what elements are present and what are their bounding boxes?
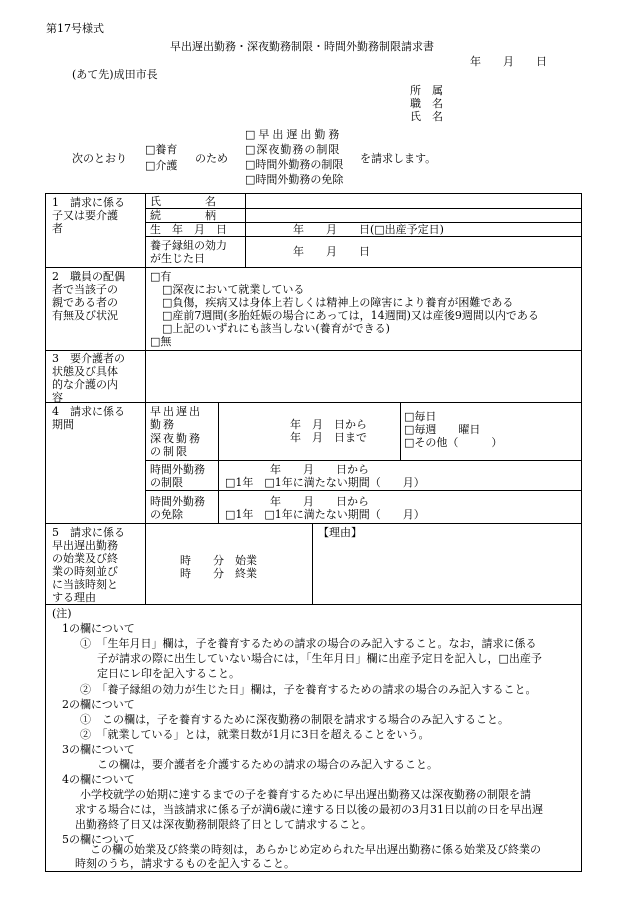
period-row2-label-2: の制限 (150, 476, 183, 489)
child-birth-value[interactable]: 年 月 日(□出産予定日) (293, 223, 444, 236)
type-checkbox-early-late[interactable]: □早出遅出勤務 (245, 128, 343, 141)
period-row1-label-3: 深夜勤務 (150, 432, 202, 445)
end-time[interactable]: 時 分 終業 (180, 567, 257, 580)
note-line: 子が請求の際に出生していない場合には，「生年月日」欄に出産予定日を記入し，□出産予 (97, 652, 542, 665)
reason-checkbox-childcare[interactable]: □養育 (145, 143, 178, 156)
section5-label-3: の始業及び終 (52, 552, 118, 565)
section3-label-1: 3 要介護者の (52, 352, 125, 365)
section5-label-6: する理由 (52, 591, 96, 604)
notes-heading: (注) (52, 607, 72, 620)
period-row1-label-4: の制限 (150, 445, 189, 458)
form-number: 第17号様式 (46, 22, 104, 35)
section5-label-2: 早出遅出勤務 (52, 539, 118, 552)
section2-label-1: 2 職員の配偶 (52, 270, 125, 283)
type-checkbox-night-limit[interactable]: □深夜勤務の制限 (245, 143, 341, 156)
position-label: 職 名 (410, 97, 443, 110)
period-row1-label-2: 勤務 (150, 418, 176, 431)
period-row2-label-1: 時間外勤務 (150, 463, 205, 476)
note-line: 2の欄について (62, 698, 135, 711)
request-prefix: 次のとおり (72, 152, 127, 165)
section5-label-5: に当該時刻と (52, 578, 118, 591)
spouse-opt-none[interactable]: □上記のいずれにも該当しない(養育ができる) (162, 322, 390, 335)
note-line: 1の欄について (62, 622, 135, 635)
period-row2-from[interactable]: 年 月 日から (270, 463, 369, 476)
section3-label-4: 容 (52, 391, 63, 404)
adoption-label-1: 養子縁組の効力 (150, 239, 227, 252)
child-birth-label: 生 年 月 日 (150, 223, 227, 236)
form-title: 早出遅出勤務・深夜勤務制限・時間外勤務制限請求書 (170, 40, 434, 53)
note-line: 5の欄について (62, 833, 135, 846)
request-for: のため (195, 152, 228, 165)
note-line: ② 「養子縁組の効力が生じた日」欄は，子を養育するための請求の場合のみ記入すること。 (80, 683, 537, 696)
section4-label-1: 4 請求に係る (52, 405, 125, 418)
request-date[interactable]: 年 月 日 (470, 55, 547, 68)
type-checkbox-overtime-exempt[interactable]: □時間外勤務の免除 (245, 173, 344, 186)
note-line: 出勤務終了日又は深夜勤務制限終了日として請求すること。 (75, 818, 372, 831)
child-relation-label: 続 柄 (150, 209, 216, 222)
period-row1-to[interactable]: 年 月 日まで (290, 431, 367, 444)
section1-label-2: 子又は要介護 (52, 209, 118, 222)
section2-label-3: 親である者の (52, 296, 118, 309)
spouse-opt-disability[interactable]: □負傷，疾病又は身体上若しくは精神上の障害により養育が困難である (162, 296, 514, 309)
section5-label-1: 5 請求に係る (52, 526, 125, 539)
note-line: この欄は，要介護者を介護するための請求の場合のみ記入すること。 (97, 758, 438, 771)
spouse-no-checkbox[interactable]: □無 (150, 335, 172, 348)
freq-other-checkbox[interactable]: □その他（ ） (404, 436, 503, 449)
adoption-value[interactable]: 年 月 日 (293, 245, 370, 258)
section2-label-4: 有無及び状況 (52, 309, 118, 322)
section1-label-3: 者 (52, 222, 63, 235)
section3-label-3: 的な介護の内 (52, 378, 118, 391)
section5-label-4: 業の時刻並び (52, 565, 118, 578)
freq-weekly-checkbox[interactable]: □毎週 曜日 (404, 423, 481, 436)
addressee: (あて先)成田市長 (72, 68, 158, 81)
period-row3-options[interactable]: □1年 □1年に満たない期間（ 月） (225, 508, 425, 521)
period-row1-label-1: 早出遅出 (150, 405, 202, 418)
note-line: この欄の始業及び終業の時刻は，あらかじめ定められた早出遅出勤務に係る始業及び終業の (90, 843, 541, 856)
request-suffix: を請求します。 (360, 152, 437, 165)
reason-checkbox-nursing[interactable]: □介護 (145, 159, 178, 172)
freq-daily-checkbox[interactable]: □毎日 (404, 410, 437, 423)
spouse-yes-checkbox[interactable]: □有 (150, 270, 172, 283)
spouse-opt-night-work[interactable]: □深夜において就業している (162, 283, 305, 296)
adoption-label-2: が生じた日 (150, 252, 205, 265)
section1-label-1: 1 請求に係る (52, 196, 125, 209)
note-line: 時刻のうち，請求するものを記入すること。 (75, 857, 295, 870)
name-label: 氏 名 (410, 110, 443, 123)
start-time[interactable]: 時 分 始業 (180, 554, 257, 567)
reason-label: 【理由】 (318, 526, 362, 539)
period-row1-from[interactable]: 年 月 日から (290, 418, 367, 431)
section2-label-2: 者で当該子の (52, 283, 118, 296)
note-line: ① 「生年月日」欄は，子を養育するための請求の場合のみ記入すること。なお，請求に係る (80, 637, 537, 650)
spouse-opt-pregnancy[interactable]: □産前7週間(多胎妊娠の場合にあっては，14週間)又は産後9週間以内である (162, 309, 539, 322)
note-line: 4の欄について (62, 773, 135, 786)
period-row2-options[interactable]: □1年 □1年に満たない期間（ 月） (225, 476, 425, 489)
section4-label-2: 期間 (52, 418, 74, 431)
child-name-label: 氏 名 (150, 195, 216, 208)
note-line: 定日にレ印を記入すること。 (97, 667, 240, 680)
note-line: ① この欄は，子を養育するために深夜勤務の制限を請求する場合のみ記入すること。 (80, 713, 509, 726)
period-row3-label-1: 時間外勤務 (150, 495, 205, 508)
period-row3-label-2: の免除 (150, 508, 183, 521)
section3-label-2: 状態及び具体 (52, 365, 118, 378)
note-line: 3の欄について (62, 743, 135, 756)
type-checkbox-overtime-limit[interactable]: □時間外勤務の制限 (245, 158, 344, 171)
period-row3-from[interactable]: 年 月 日から (270, 495, 369, 508)
affiliation-label: 所 属 (410, 84, 443, 97)
note-line: 小学校就学の始期に達するまでの子を養育するために早出遅出勤務又は深夜勤務の制限を請 (80, 788, 531, 801)
note-line: ② 「就業している」とは，就業日数が1月に3日を超えることをいう。 (80, 728, 430, 741)
note-line: 求する場合には，当該請求に係る子が満6歳に達する日以後の最初の3月31日以前の日を早出遅 (75, 803, 543, 816)
